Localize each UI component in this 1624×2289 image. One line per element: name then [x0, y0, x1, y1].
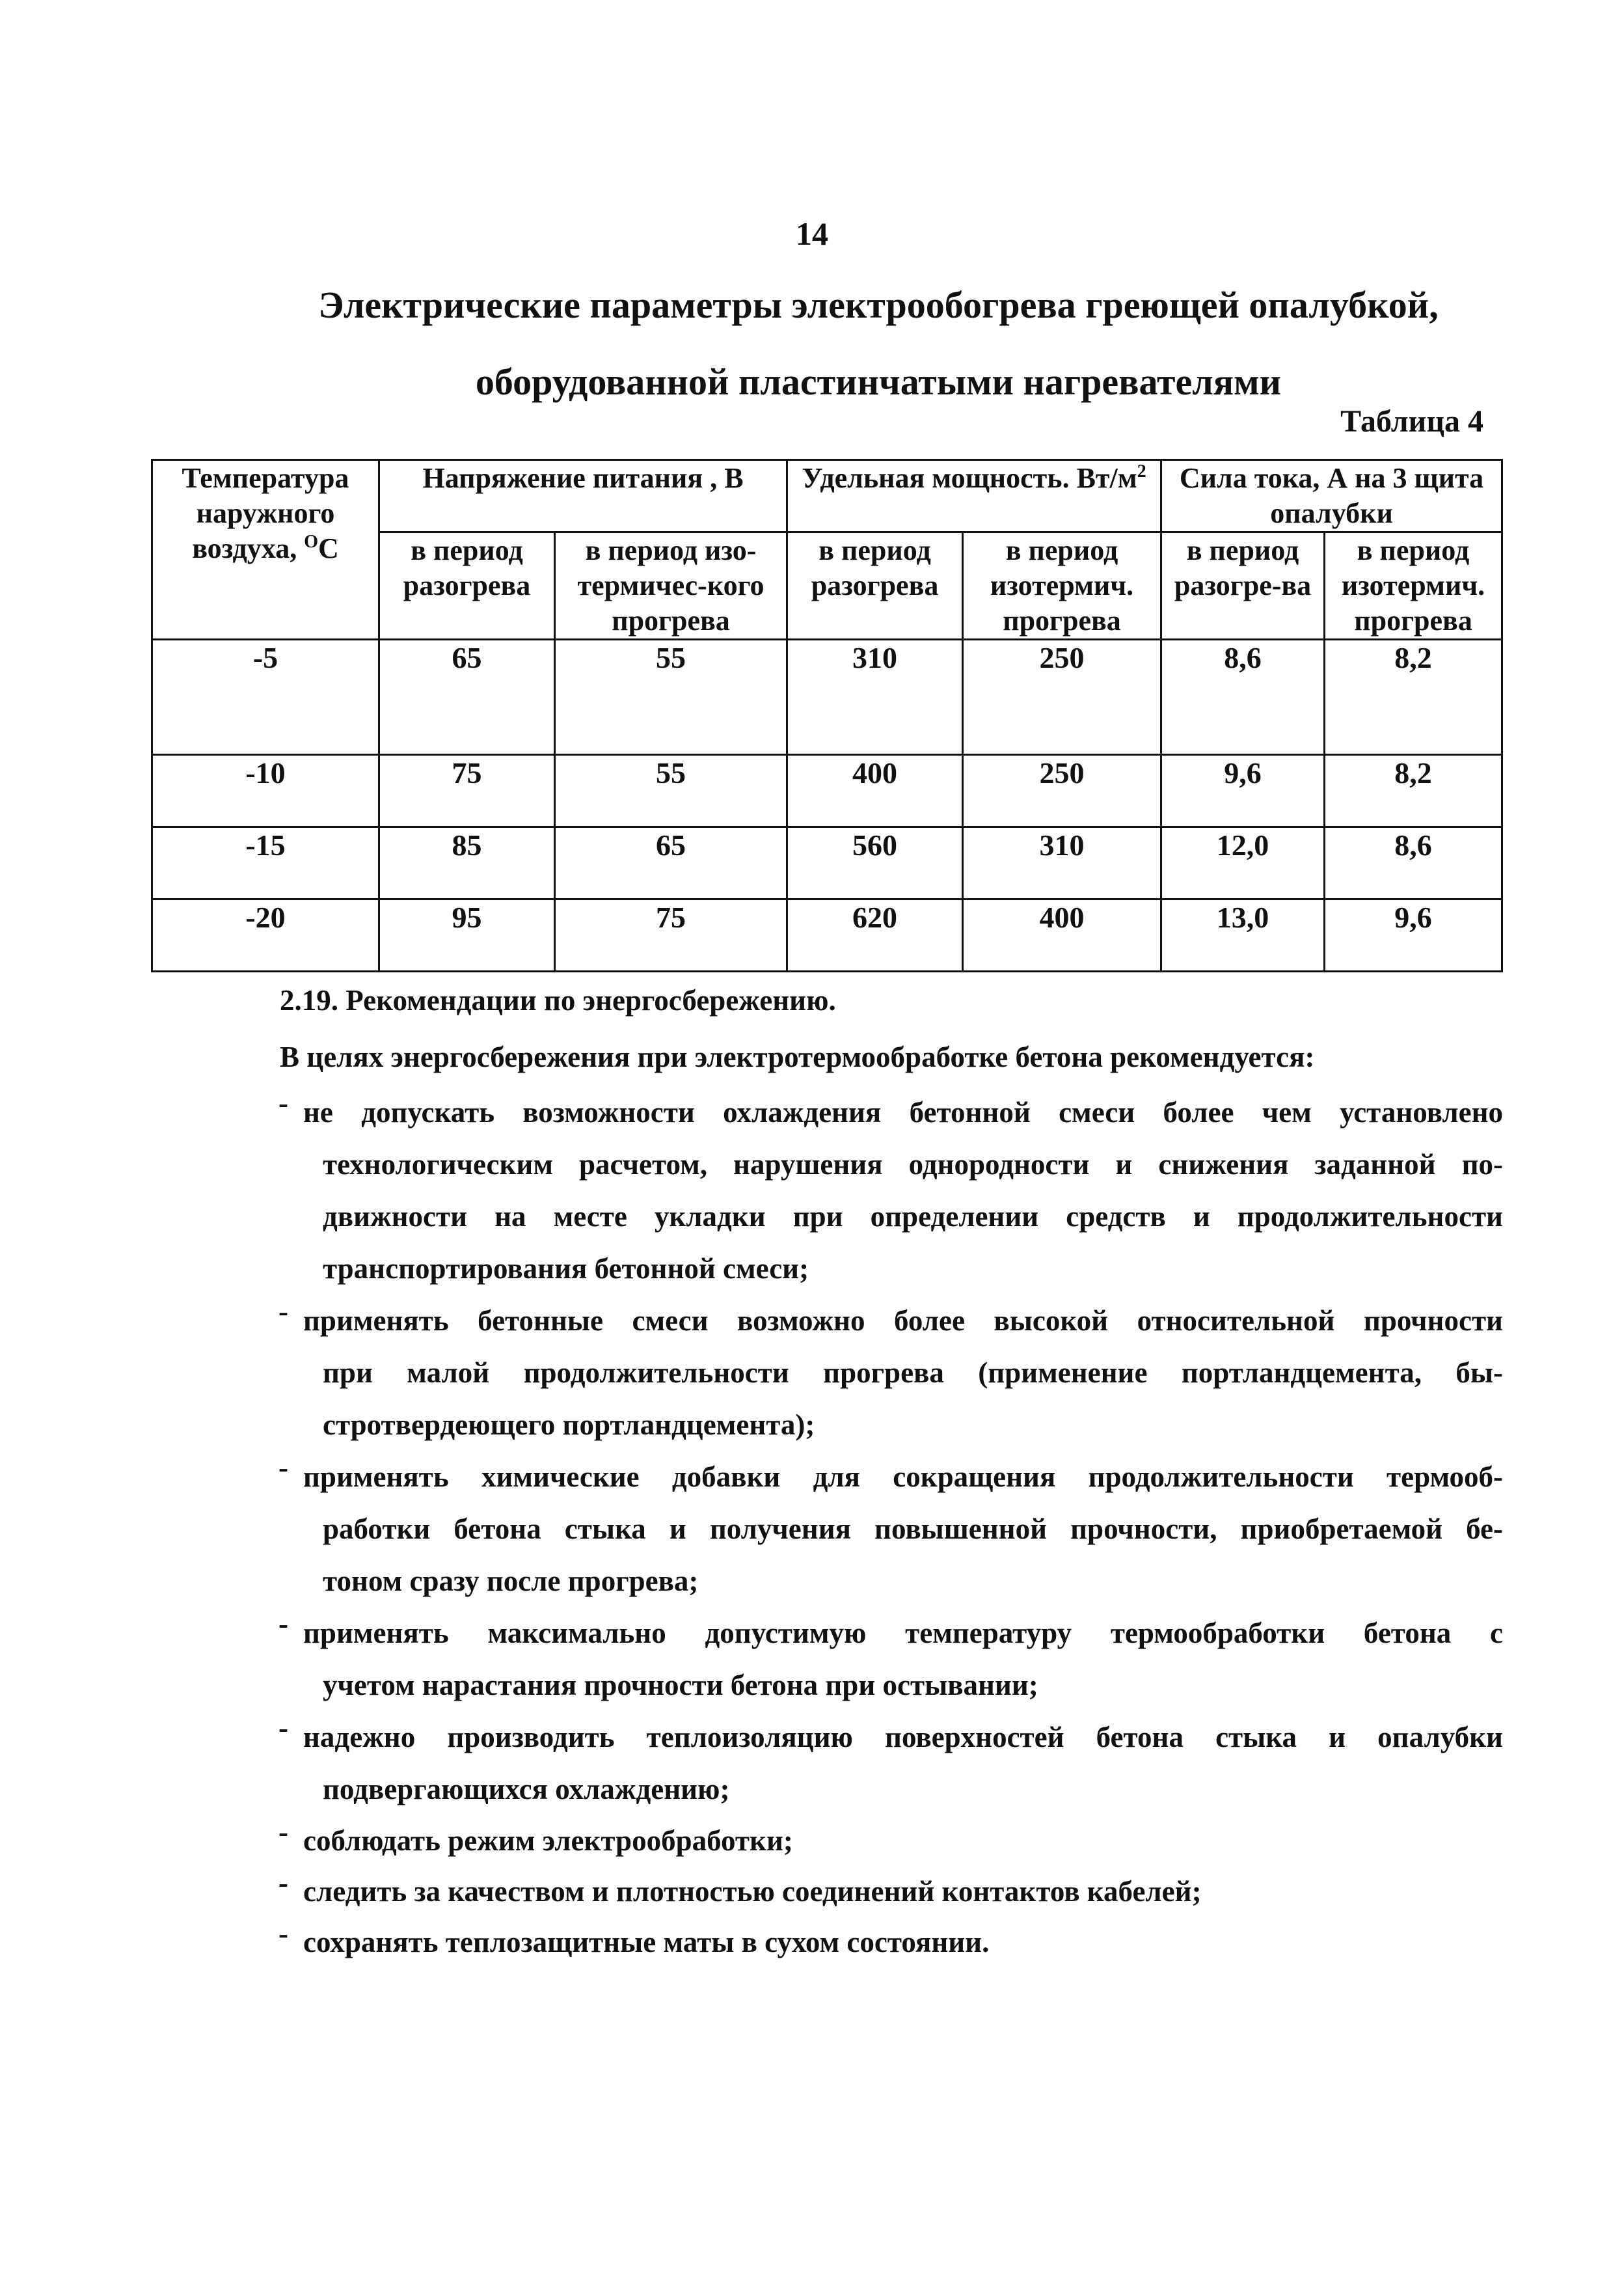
cell-voltage-heating: 85 [379, 827, 555, 899]
title-line-1: Электрические параметры электрообогрева греющей опалубкой, [318, 284, 1439, 326]
table-row [152, 899, 1502, 972]
item-line: сохранять теплозащитные маты в сухом состоянии. [303, 1926, 990, 1958]
cell-power-isothermal: 250 [963, 755, 1161, 827]
cell-power-isothermal: 400 [963, 899, 1161, 972]
cell-power-heating: 310 [787, 640, 963, 755]
item-line: применять максимально допустимую температуру термообработки бетона с [303, 1617, 1503, 1649]
item-line: при малой продолжительности прогрева (применение портландцемента, бы- [323, 1356, 1503, 1389]
item-line: соблюдать режим электрообработки; [303, 1824, 793, 1857]
parameters-table [151, 459, 1503, 972]
subheader-current-heating: в период разогре-ва [1161, 532, 1325, 640]
cell-voltage-heating: 95 [379, 899, 555, 972]
header-temperature-label: Температура наружного воздуха, [182, 462, 349, 564]
title-line-2: оборудованной пластинчатыми нагревателями [475, 361, 1282, 403]
list-item [280, 1917, 1503, 1967]
item-line: транспортирования бетонной смеси; [323, 1252, 809, 1285]
cell-current-heating: 8,6 [1161, 640, 1325, 755]
cell-current-isothermal: 9,6 [1325, 899, 1502, 972]
cell-temperature: -20 [152, 899, 379, 972]
cell-voltage-isothermal: 75 [555, 899, 787, 972]
list-item [280, 1086, 1503, 1295]
table-row [152, 755, 1502, 827]
table-caption: Таблица 4 [1340, 404, 1483, 439]
cell-power-heating: 620 [787, 899, 963, 972]
recommendation-list [280, 1086, 1503, 1967]
section-title: 2.19. Рекомендации по энергосбережению. [280, 984, 836, 1017]
cell-voltage-heating: 65 [379, 640, 555, 755]
subheader-voltage-heating: в период разогрева [379, 532, 555, 640]
item-line: учетом нарастания прочности бетона при остывании; [323, 1669, 1038, 1701]
list-item [280, 1451, 1503, 1607]
header-voltage: Напряжение питания , В [379, 460, 787, 532]
cell-voltage-isothermal: 55 [555, 640, 787, 755]
item-line: работки бетона стыка и получения повышенной прочности, приобретаемой бе- [323, 1513, 1503, 1545]
header-current: Сила тока, А на 3 щита опалубки [1161, 460, 1502, 532]
subheader-current-isothermal: в период изотермич. прогрева [1325, 532, 1502, 640]
item-line: не допускать возможности охлаждения бетонной смеси более чем установлено [303, 1096, 1503, 1129]
header-temperature [152, 460, 379, 640]
header-temperature-degree: О [304, 532, 319, 552]
section-intro: В целях энергосбережения при электротермообработке бетона рекомендуется: [280, 1041, 1315, 1073]
item-line: применять бетонные смеси возможно более высокой относительной прочности [303, 1304, 1503, 1337]
dash-marker: - [278, 1451, 288, 1484]
item-line: стротвердеющего портландцемента); [323, 1408, 815, 1441]
cell-power-isothermal: 310 [963, 827, 1161, 899]
cell-temperature: -15 [152, 827, 379, 899]
item-line: тоном сразу после прогрева; [323, 1565, 699, 1597]
cell-temperature: -10 [152, 755, 379, 827]
cell-power-isothermal: 250 [963, 640, 1161, 755]
dash-marker: - [278, 1867, 288, 1899]
cell-voltage-isothermal: 65 [555, 827, 787, 899]
document-title [195, 267, 1562, 420]
dash-marker: - [278, 1712, 288, 1744]
cell-current-heating: 12,0 [1161, 827, 1325, 899]
item-line: технологическим расчетом, нарушения однородности и снижения заданной по- [323, 1148, 1503, 1181]
energy-saving-section [280, 973, 1503, 1967]
list-item [280, 1295, 1503, 1451]
cell-voltage-heating: 75 [379, 755, 555, 827]
dash-marker: - [278, 1917, 288, 1950]
item-line: следить за качеством и плотностью соединений контактов кабелей; [303, 1875, 1202, 1908]
dash-marker: - [278, 1295, 288, 1328]
item-line: применять химические добавки для сокращения продолжительности термооб- [303, 1460, 1503, 1493]
cell-current-isothermal: 8,2 [1325, 640, 1502, 755]
cell-current-isothermal: 8,6 [1325, 827, 1502, 899]
subheader-power-heating: в период разогрева [787, 532, 963, 640]
cell-current-isothermal: 8,2 [1325, 755, 1502, 827]
table-row [152, 827, 1502, 899]
item-line: подвергающихся охлаждению; [323, 1773, 730, 1805]
dash-marker: - [278, 1087, 288, 1119]
cell-temperature: -5 [152, 640, 379, 755]
list-item [280, 1815, 1503, 1866]
page-number: 14 [796, 215, 828, 252]
list-item [280, 1866, 1503, 1917]
cell-power-heating: 400 [787, 755, 963, 827]
item-line: движности на месте укладки при определении средств и продолжительности [323, 1200, 1503, 1233]
list-item [280, 1607, 1503, 1711]
cell-current-heating: 9,6 [1161, 755, 1325, 827]
header-temperature-unit: С [318, 532, 339, 564]
cell-current-heating: 13,0 [1161, 899, 1325, 972]
cell-power-heating: 560 [787, 827, 963, 899]
header-power [787, 460, 1161, 532]
header-power-label: Удельная мощность. Вт/м [802, 462, 1137, 494]
dash-marker: - [278, 1608, 288, 1640]
cell-voltage-isothermal: 55 [555, 755, 787, 827]
item-line: надежно производить теплоизоляцию поверхностей бетона стыка и опалубки [303, 1721, 1503, 1753]
header-row-1 [152, 460, 1502, 532]
list-item [280, 1711, 1503, 1815]
dash-marker: - [278, 1816, 288, 1848]
header-power-sup: 2 [1137, 461, 1146, 482]
subheader-power-isothermal: в период изотермич. прогрева [963, 532, 1161, 640]
subheader-voltage-isothermal: в период изо-термичес-кого прогрева [555, 532, 787, 640]
table-row [152, 640, 1502, 755]
